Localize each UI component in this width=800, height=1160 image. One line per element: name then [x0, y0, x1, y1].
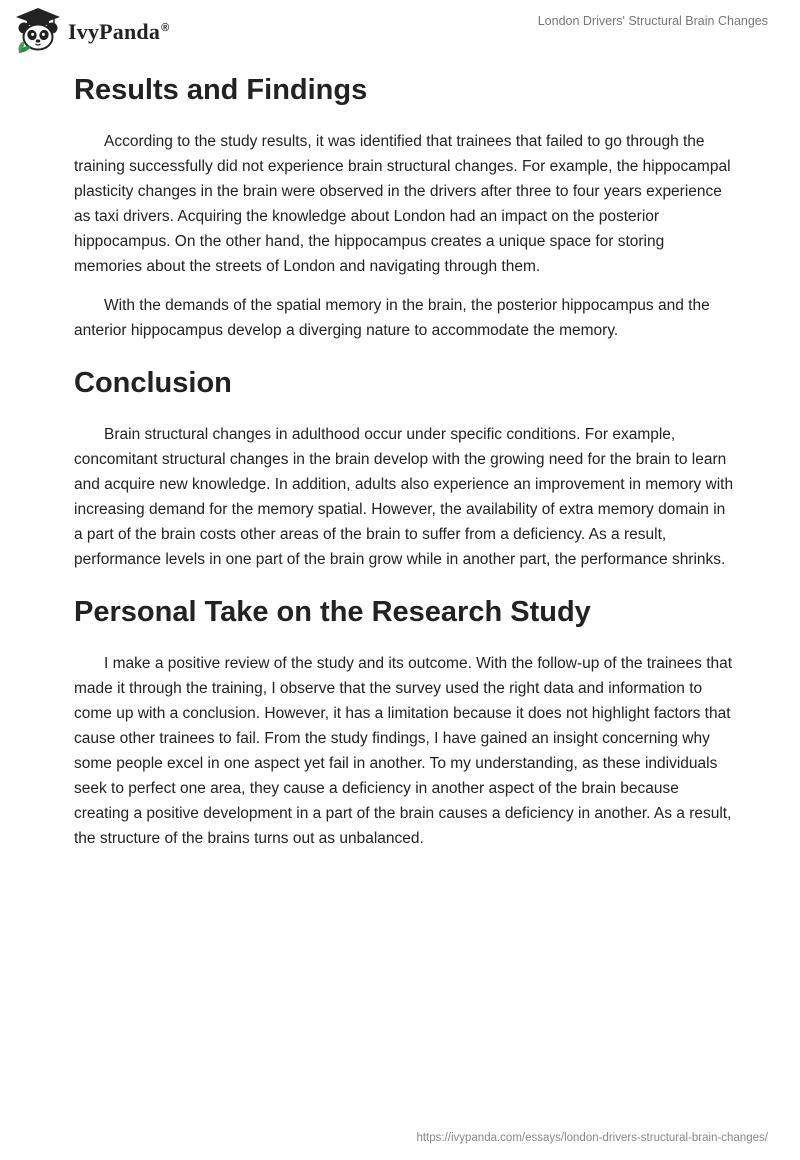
ivypanda-logo[interactable] — [14, 6, 169, 56]
registered-mark: ® — [161, 21, 170, 34]
results-paragraph-1: According to the study results, it was identified that trainees that failed to go through the training successfully did not experience brain structural changes. For example, the hippocampal plasticity changes in the brain were observed in the drivers after three to four years experience as taxi drivers. Acquiring the knowledge about London had an impact on the posterior hippocampus. On the other hand, the hippocampus creates a unique space for storing memories about the streets of London and navigating through them. — [74, 133, 731, 275]
section-spacer — [74, 357, 734, 365]
heading-conclusion: Conclusion — [74, 367, 232, 399]
running-title: London Drivers' Structural Brain Changes — [537, 14, 768, 28]
heading-results-and-findings: Results and Findings — [74, 74, 368, 106]
conclusion-paragraph-1: Brain structural changes in adulthood occur under specific conditions. For example, concomitant structural changes in the brain develop with the growing need for the brain to learn and acquire new knowledge. In addition, adults also experience an improvement in memory with increasing demand for the memory spatial. However, the availability of extra memory domain in a part of the brain costs other areas of the brain to suffer from a deficiency. As a result, performance levels in one part of the brain grow while in another part, the performance shrinks. — [74, 426, 734, 568]
brand-name — [68, 19, 169, 45]
source-url[interactable]: https://ivypanda.com/essays/london-drivers-structural-brain-changes/ — [416, 1132, 768, 1144]
section-spacer — [74, 586, 734, 594]
panda-graduate-icon — [14, 6, 62, 56]
results-paragraph-2: With the demands of the spatial memory in the brain, the posterior hippocampus and the anterior hippocampus develop a diverging nature to accommodate the memory. — [74, 297, 710, 339]
page-header — [0, 0, 800, 64]
essay-body — [74, 72, 734, 865]
brand-text: IvyPanda — [68, 19, 161, 44]
heading-personal-take: Personal Take on the Research Study — [74, 596, 591, 628]
personal-take-paragraph-1: I make a positive review of the study and its outcome. With the follow-up of the trainees that made it through the training, I observe that the survey used the right data and information to come up with a conclusion. However, it has a limitation because it does not highlight factors that cause other trainees to fail. From the study findings, I have gained an insight concerning why some people excel in one aspect yet fail in another. To my understanding, as these individuals seek to perfect one area, they cause a deficiency in another aspect of the brain because creating a positive development in a part of the brain causes a deficiency in another. As a result, the structure of the brains turns out as unbalanced. — [74, 655, 733, 847]
